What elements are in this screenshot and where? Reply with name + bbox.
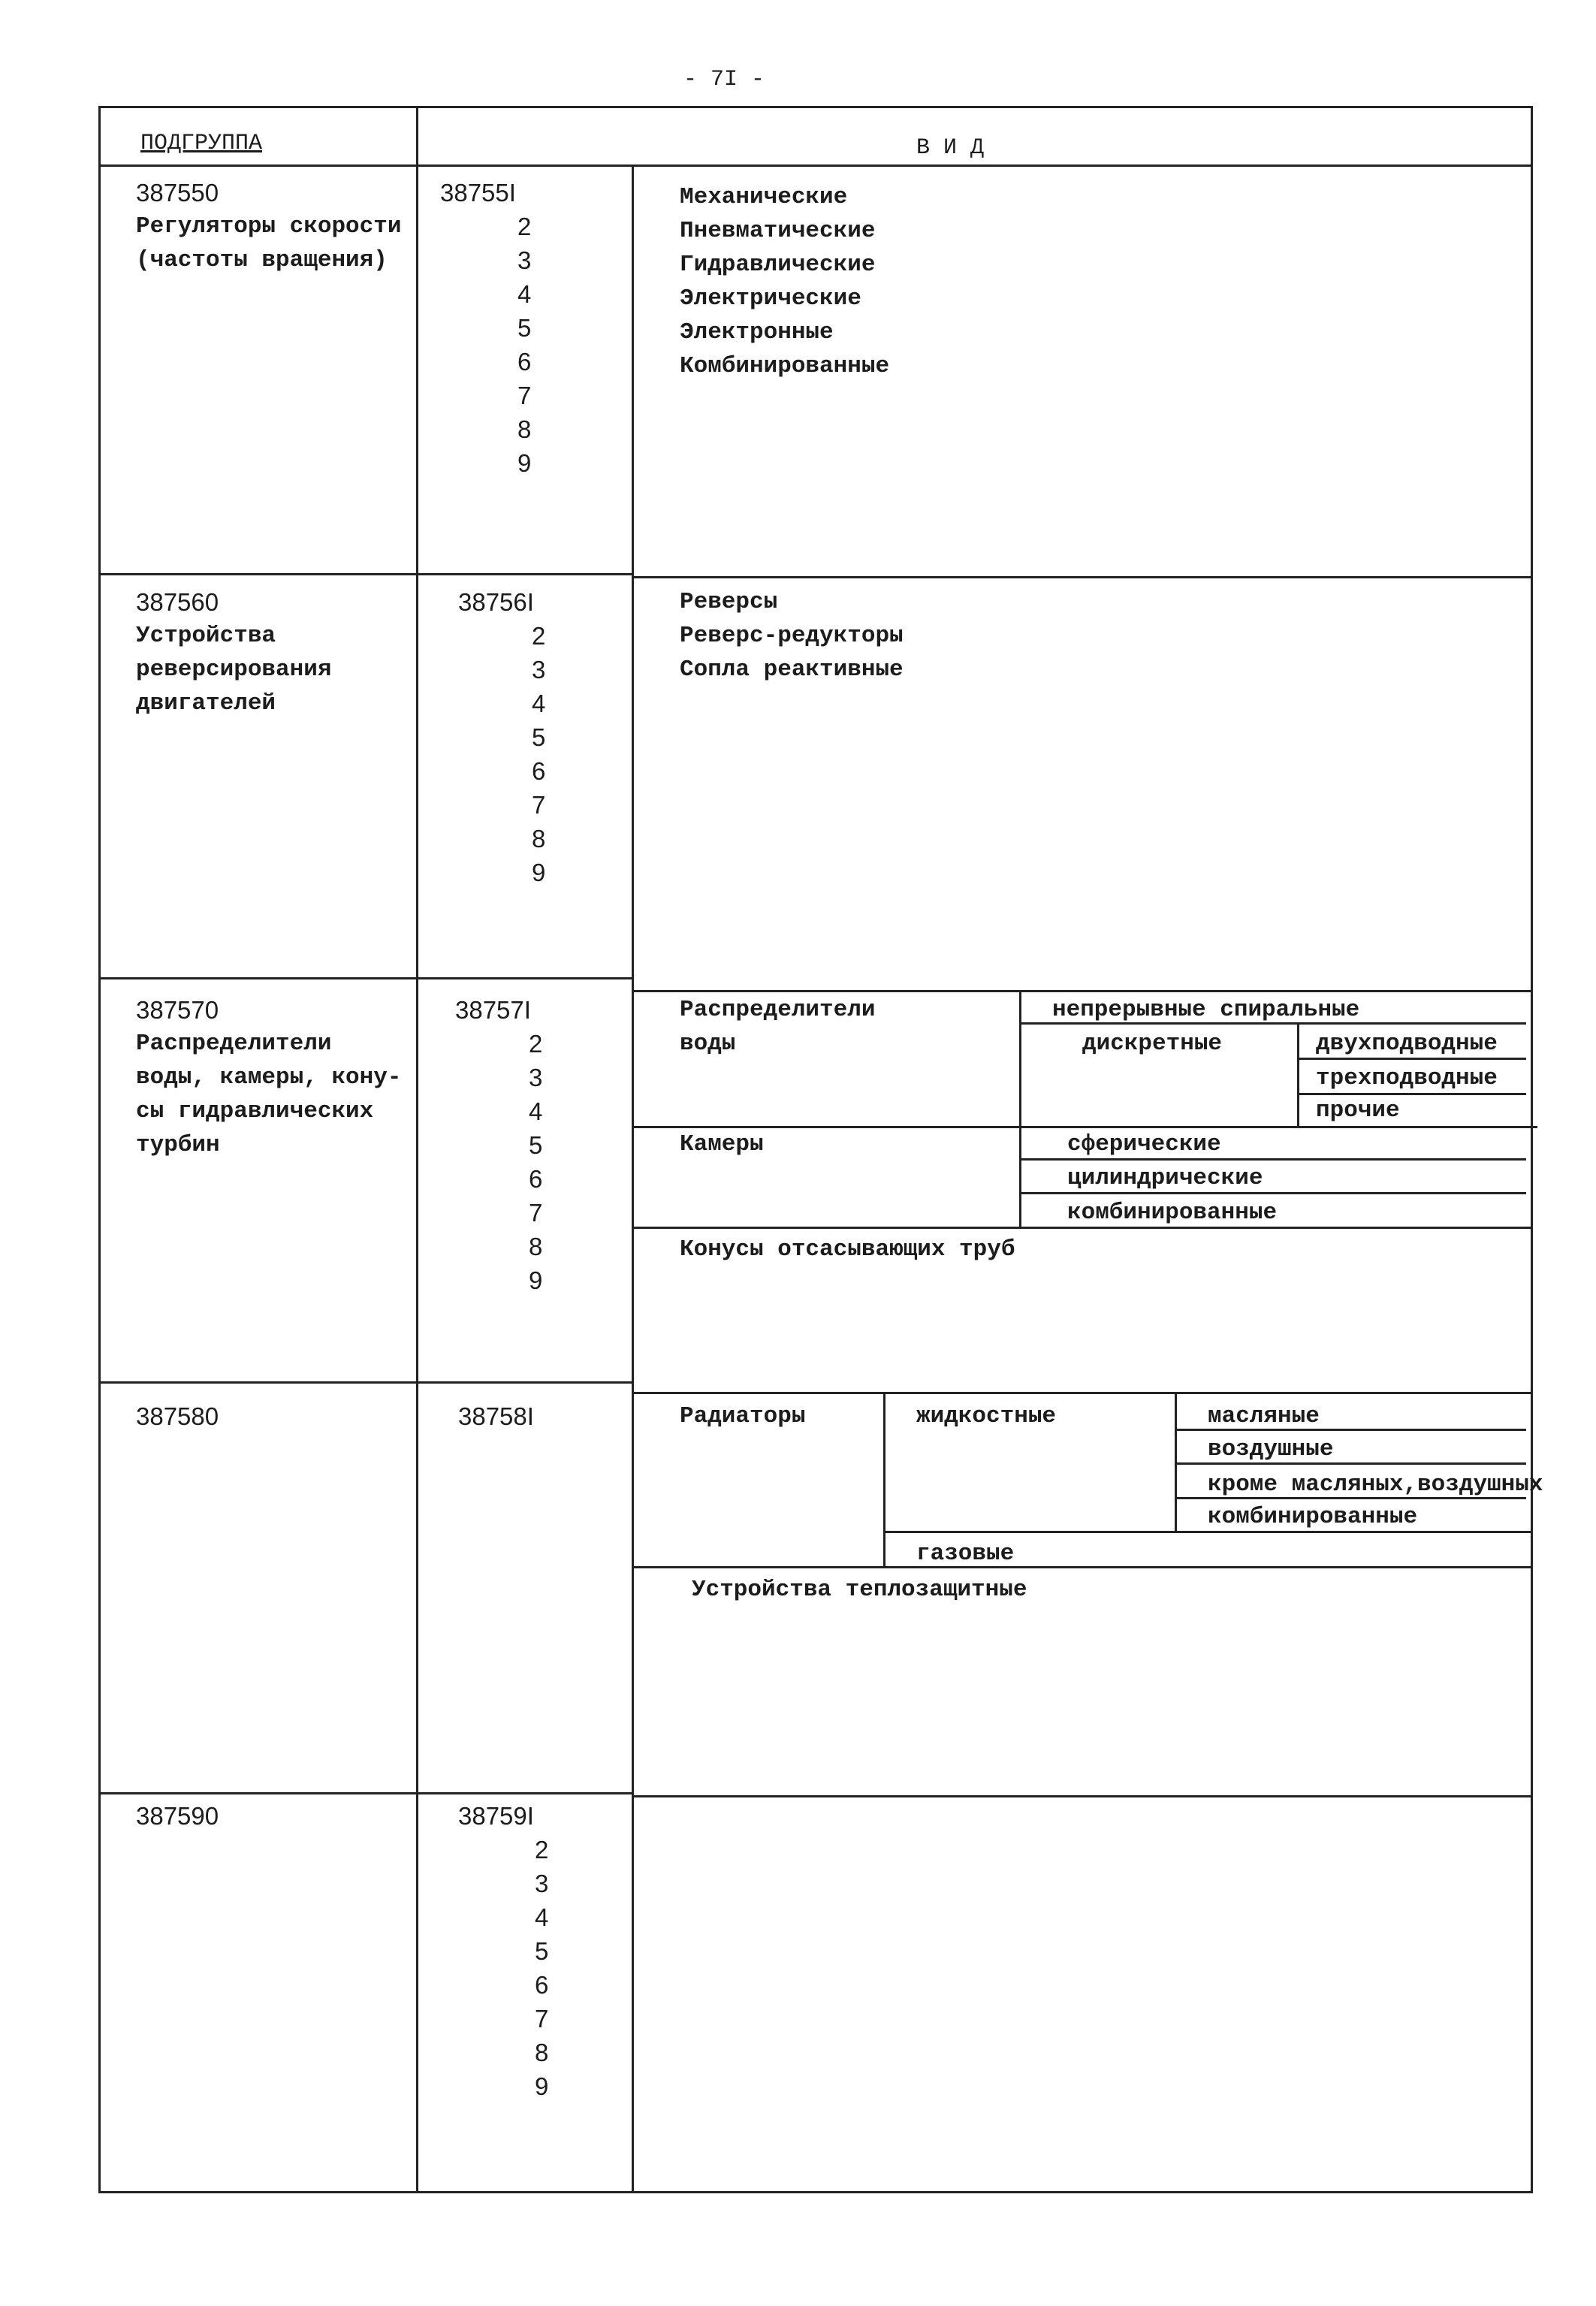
page-number: - 7I - [683, 67, 765, 92]
kind-code-digit: 4 [535, 1903, 549, 1931]
kind-code-digit: 7 [517, 382, 532, 409]
kind-code-digit: 5 [529, 1131, 543, 1159]
distributors-continuous: непрерывные спиральные [1052, 997, 1360, 1023]
kind-code-digit: 5 [535, 1937, 549, 1965]
kind-code-digit: 3 [532, 656, 546, 684]
kind-code: 38755I [440, 179, 516, 207]
radiators-gas: газовые [916, 1541, 1015, 1567]
kind-code-digit: 6 [532, 757, 546, 785]
kind-code-digit: 7 [529, 1199, 543, 1227]
table-bottom-border [99, 2191, 1532, 2193]
radiators-liquid: жидкостные [916, 1403, 1057, 1429]
row-divider [99, 977, 632, 979]
subtable-rule-v [1297, 1022, 1299, 1127]
chambers-label: Камеры [680, 1131, 764, 1158]
kind-code-digit: 3 [517, 246, 532, 274]
row-divider [99, 573, 632, 575]
subgroup-name-line: Устройства [136, 623, 276, 649]
kind-item: Электрические [680, 285, 861, 312]
discrete-type: двухподводные [1316, 1031, 1498, 1057]
kind-code: 38759I [458, 1802, 534, 1830]
kind-code-digit: 8 [517, 415, 532, 443]
cones-label: Конусы отсасывающих труб [680, 1236, 1015, 1263]
kind-code-digit: 9 [517, 449, 532, 477]
subgroup-name-line: турбин [136, 1132, 220, 1158]
kind-code-digit: 4 [529, 1097, 543, 1125]
heat-protection-label: Устройства теплозащитные [692, 1577, 1027, 1603]
subtable-rule-v [883, 1392, 885, 1567]
subgroup-name-line: двигателей [136, 690, 276, 717]
chamber-type: цилиндрические [1067, 1165, 1263, 1191]
row-divider [632, 1392, 1532, 1394]
kind-code-digit: 9 [529, 1266, 543, 1294]
liquid-type: масляные [1208, 1403, 1320, 1429]
discrete-type: прочие [1316, 1097, 1400, 1124]
table-right-border [1531, 106, 1533, 2193]
row-divider [632, 1795, 1532, 1797]
subgroup-name-line: воды, камеры, кону- [136, 1064, 402, 1091]
header-kind: В И Д [916, 135, 985, 161]
kind-code: 38758I [458, 1402, 534, 1430]
row-divider [99, 1792, 632, 1794]
subgroup-cell [136, 993, 401, 1162]
subgroup-cell [136, 1399, 219, 1433]
kind-code-digit: 7 [532, 791, 546, 819]
subgroup-name-line: Распределители [136, 1031, 332, 1057]
kind-code-digit: 9 [535, 2072, 549, 2100]
kind-code-digits [529, 1027, 542, 1297]
chamber-type: сферические [1067, 1131, 1221, 1158]
kind-code-digit: 8 [529, 1233, 543, 1260]
kind-item: Электронные [680, 319, 834, 346]
subtable-rule-v [1175, 1392, 1177, 1532]
header-subgroup: ПОДГРУППА [140, 131, 263, 156]
discrete-type: трехподводные [1316, 1065, 1498, 1091]
header-bottom-rule [99, 164, 1532, 167]
kind-code-digit: 5 [517, 314, 532, 342]
liquid-type: воздушные [1208, 1436, 1334, 1462]
column-divider-subgroup [416, 106, 418, 2193]
kind-code-digit: 6 [517, 348, 532, 376]
kind-item: Механические [680, 184, 848, 210]
table-left-border [98, 106, 101, 2193]
kind-code-digit: 8 [535, 2039, 549, 2066]
subgroup-code: 387570 [136, 996, 219, 1024]
kind-list [680, 180, 889, 383]
subtable-rule-h [632, 1566, 1531, 1568]
subgroup-name-line: реверсирования [136, 656, 332, 683]
kind-code-digits [532, 619, 545, 889]
distributors-label: воды [680, 1031, 736, 1057]
kind-code-digit: 6 [535, 1971, 549, 1999]
subgroup-code: 387580 [136, 1402, 219, 1430]
kind-code-digit: 4 [517, 280, 532, 308]
kind-code-digit: 5 [532, 723, 546, 751]
subgroup-cell [136, 585, 331, 720]
row-divider [632, 576, 1532, 578]
kind-code-digit: 6 [529, 1165, 543, 1193]
kind-code-digits [517, 210, 531, 480]
subgroup-name-line: Регуляторы скорости [136, 213, 402, 240]
kind-code-digit: 2 [532, 622, 546, 650]
kind-list [680, 585, 904, 687]
kind-code-digit: 2 [535, 1836, 549, 1864]
subgroup-name-line: (частоты вращения) [136, 247, 388, 273]
kind-code-digit: 2 [529, 1030, 543, 1058]
subgroup-cell [136, 1799, 219, 1833]
liquid-type: комбинированные [1208, 1504, 1418, 1530]
subgroup-code: 387560 [136, 588, 219, 616]
subgroup-name-line: сы гидравлических [136, 1098, 374, 1124]
kind-code-digit: 3 [529, 1064, 543, 1091]
kind-code-digit: 9 [532, 859, 546, 886]
column-divider-code [632, 164, 634, 2193]
kind-code-digit: 2 [517, 213, 532, 240]
kind-item: Реверсы [680, 589, 778, 615]
kind-code-digits [535, 1833, 548, 2103]
radiators-label: Радиаторы [680, 1403, 806, 1429]
kind-item: Сопла реактивные [680, 656, 904, 683]
subgroup-cell [136, 176, 401, 277]
row-divider [632, 990, 1532, 992]
row-divider [99, 1381, 632, 1384]
subgroup-code: 387590 [136, 1802, 219, 1830]
kind-item: Пневматические [680, 218, 876, 244]
kind-item: Гидравлические [680, 252, 876, 278]
subgroup-code: 387550 [136, 179, 219, 207]
kind-code-digit: 7 [535, 2005, 549, 2033]
kind-item: Комбинированные [680, 353, 890, 379]
kind-item: Реверс-редукторы [680, 623, 904, 649]
table-top-border [99, 106, 1532, 108]
distributors-discrete: дискретные [1082, 1031, 1223, 1057]
kind-code-digit: 4 [532, 690, 546, 717]
chamber-type: комбинированные [1067, 1200, 1278, 1226]
kind-code: 38756I [458, 588, 534, 616]
kind-code: 38757I [455, 996, 531, 1024]
distributors-label: Распределители [680, 997, 876, 1023]
kind-code-digit: 8 [532, 825, 546, 853]
kind-code-digit: 3 [535, 1870, 549, 1897]
liquid-type: кроме масляных,воздушных [1208, 1471, 1543, 1498]
